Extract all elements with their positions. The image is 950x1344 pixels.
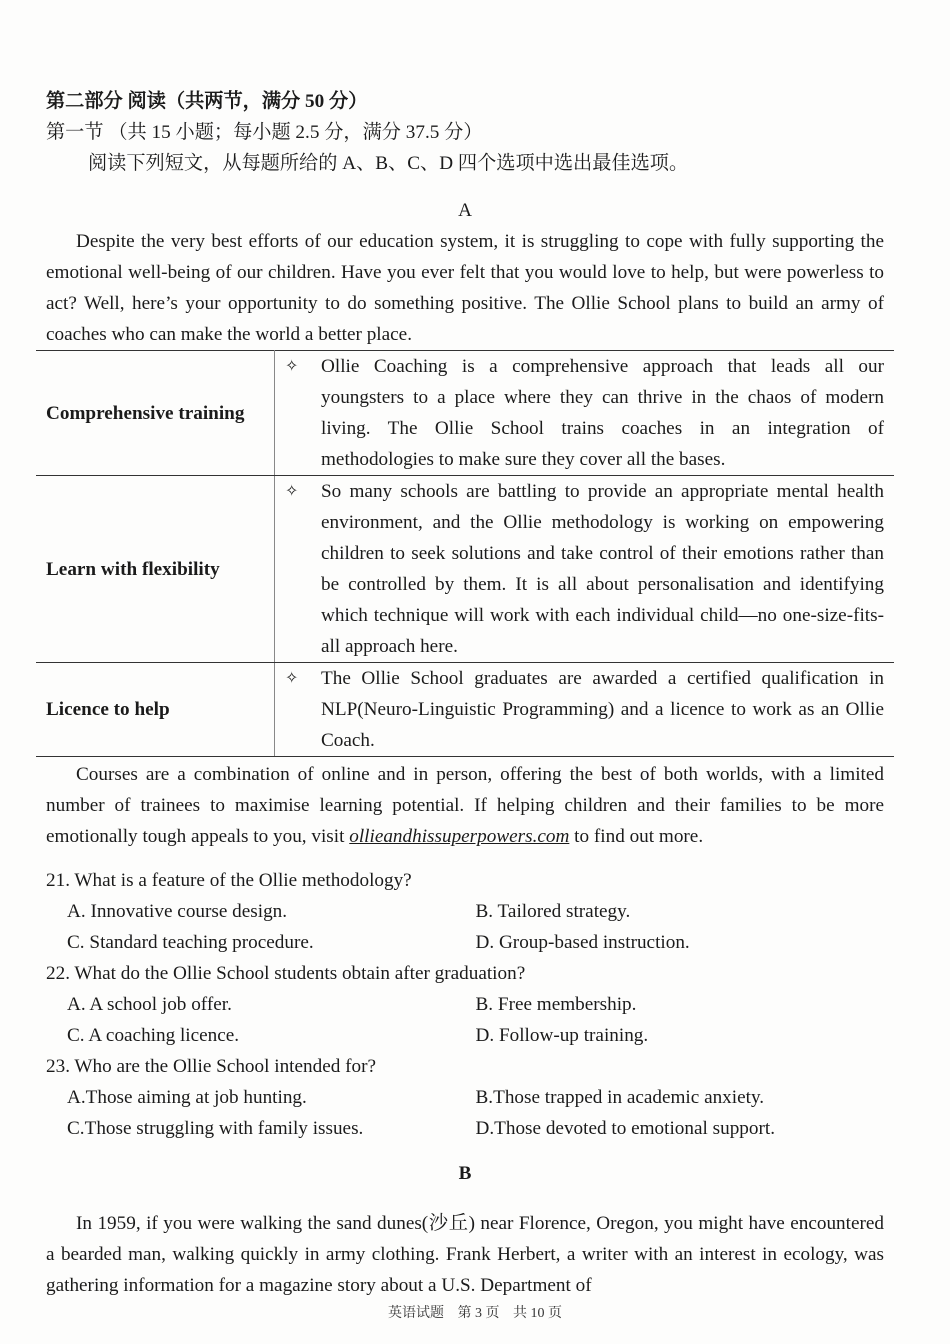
part-heading: 第二部分 阅读（共两节，满分 50 分） [46,91,368,112]
question-stem: 21. What is a feature of the Ollie methodology? [46,870,412,891]
option-a[interactable]: A. Innovative course design. [67,901,288,922]
option-d[interactable]: D. Follow-up training. [475,1025,649,1046]
passage-a-label: A [458,200,472,221]
option-b[interactable]: B. Tailored strategy. [475,901,631,922]
question-stem: 22. What do the Ollie School students obtain after graduation? [46,963,526,984]
option-a[interactable]: A.Those aiming at job hunting. [67,1087,307,1108]
row-title: Comprehensive training [36,351,275,476]
row-title: Learn with flexibility [36,476,275,663]
question-23 [46,1051,884,1144]
option-a[interactable]: A. A school job offer. [67,994,232,1015]
option-b[interactable]: B. Free membership. [475,994,637,1015]
row-text: So many schools are battling to provide an appropriate mental health environment, and the Ollie methodology is working on empowering children to seek solutions and take control of their emotions rather than be controlled by them. It is all about personalisation and identifying which technique will work with each individual child—no one-size-fits-all approach here. [321,481,884,657]
diamond-bullet-icon: ✧ [285,483,299,500]
passage-b-paragraph-1: In 1959, if you were walking the sand dunes(沙丘) near Florence, Oregon, you might have encountered a bearded man, walking quickly in army clothing. Frank Herbert, a writer with an interest in ecology, was gathering information for a magazine story about a U.S. Department of [46,1213,884,1297]
section-heading: 第一节 （共 15 小题；每小题 2.5 分，满分 37.5 分） [46,122,483,143]
table-row [36,476,894,663]
page-footer [0,1302,950,1326]
row-text: Ollie Coaching is a comprehensive approach that leads all our youngsters to a place where they can thrive in the chaos of modern living. The Ollie School trains coaches in an integration of methodologies to make sure they cover all the bases. [321,356,884,470]
option-c[interactable]: C.Those struggling with family issues. [67,1118,364,1139]
question-stem: 23. Who are the Ollie School intended for? [46,1056,377,1077]
exam-page [46,86,884,1301]
table-row [36,663,894,757]
passage-a-paragraph-1: Despite the very best efforts of our education system, it is struggling to cope with fully supporting the emotional well-being of our children. Have you ever felt that you would love to help, but were powerless to act? Well, here’s your opportunity to do something positive. The Ollie School plans to build an army of coaches who can make the world a better place. [46,231,884,345]
question-22 [46,958,884,1051]
table-row [36,351,894,476]
instructions: 阅读下列短文，从每题所给的 A、B、C、D 四个选项中选出最佳选项。 [88,153,689,174]
footer-subject: 英语试题 [388,1306,444,1321]
website-link[interactable]: ollieandhissuperpowers.com [349,826,570,847]
option-b[interactable]: B.Those trapped in academic anxiety. [475,1087,765,1108]
passage-b-label: B [458,1163,472,1184]
passage-a-paragraph-2: Courses are a combination of online and in person, offering the best of both worlds, with a limited number of trainees to maximise learning potential. If helping children and their families to be more emotionally tough appeals to you, visit ollieandhissuperpowers.com to find out more. [46,764,884,847]
ollie-info-table [36,350,894,757]
question-21 [46,865,884,958]
footer-total: 共 10 页 [513,1306,562,1321]
footer-page: 第 3 页 [457,1306,500,1321]
option-d[interactable]: D.Those devoted to emotional support. [475,1118,775,1139]
row-text: The Ollie School graduates are awarded a certified qualification in NLP(Neuro-Linguistic Programming) and a licence to work as an Ollie Coach. [321,668,884,751]
option-d[interactable]: D. Group-based instruction. [475,932,690,953]
row-title: Licence to help [36,663,275,757]
option-c[interactable]: C. Standard teaching procedure. [67,932,314,953]
diamond-bullet-icon: ✧ [285,670,299,687]
diamond-bullet-icon: ✧ [285,358,299,375]
option-c[interactable]: C. A coaching licence. [67,1025,240,1046]
